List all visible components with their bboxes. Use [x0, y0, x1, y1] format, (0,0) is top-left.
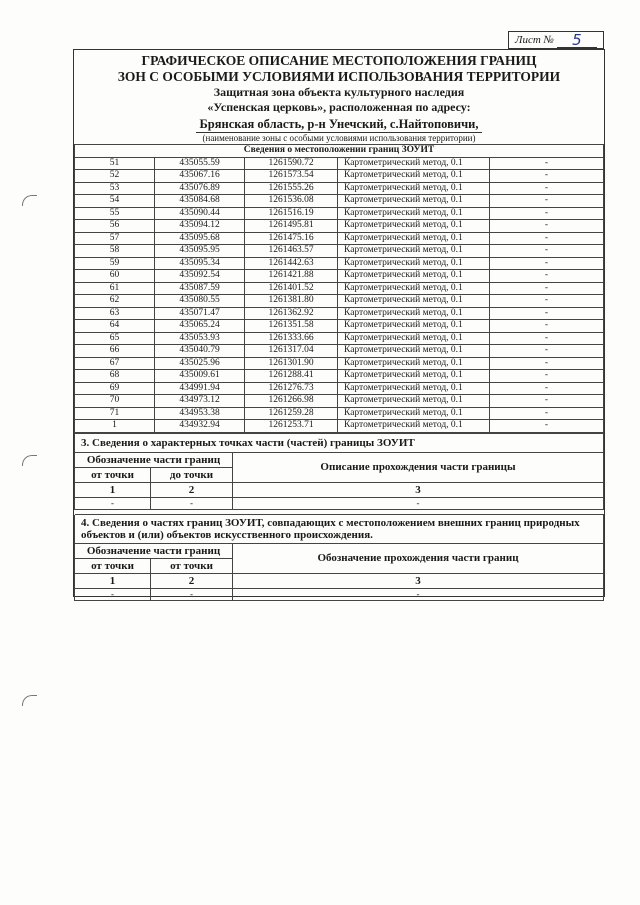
description: - — [490, 320, 604, 333]
method: Картометрический метод, 0.1 — [338, 332, 490, 345]
method: Картометрический метод, 0.1 — [338, 257, 490, 270]
description: - — [490, 307, 604, 320]
point-number: 63 — [75, 307, 155, 320]
coordinates-table-body — [75, 157, 604, 432]
zone-name-note: (наименование зоны с особыми условиями использования территории) — [202, 133, 476, 143]
table-row — [75, 320, 604, 333]
document-header — [74, 50, 604, 144]
document-frame — [73, 49, 605, 597]
table-row — [75, 245, 604, 258]
description: - — [490, 282, 604, 295]
description: - — [490, 245, 604, 258]
coord-x: 435087.59 — [155, 282, 245, 295]
coord-x: 434932.94 — [155, 420, 245, 433]
section4-title: 4. Сведения о частях границ ЗОУИТ, совпадающих с местоположением внешних границ природных объектов и (или) объектов искусственного происхождения. — [75, 515, 604, 544]
coord-x: 435076.89 — [155, 182, 245, 195]
method: Картометрический метод, 0.1 — [338, 182, 490, 195]
point-number: 1 — [75, 420, 155, 433]
coord-x: 435067.16 — [155, 170, 245, 183]
section4-num-2: 2 — [151, 573, 233, 588]
table-row — [75, 395, 604, 408]
address: Брянская область, р-н Унечский, с.Найтоповичи, — [196, 117, 483, 133]
section4-to-header: от точки — [151, 558, 233, 573]
description: - — [490, 295, 604, 308]
point-number: 65 — [75, 332, 155, 345]
description: - — [490, 345, 604, 358]
point-number: 58 — [75, 245, 155, 258]
table-row — [75, 257, 604, 270]
description: - — [490, 207, 604, 220]
table-row — [75, 207, 604, 220]
point-number: 53 — [75, 182, 155, 195]
section3-cell-desc: - — [233, 497, 604, 509]
point-number: 57 — [75, 232, 155, 245]
coord-y: 1261590.72 — [245, 157, 338, 170]
section3-table — [74, 433, 604, 515]
method: Картометрический метод, 0.1 — [338, 295, 490, 308]
table-row — [75, 420, 604, 433]
table-row — [75, 370, 604, 383]
description: - — [490, 220, 604, 233]
table-row — [75, 182, 604, 195]
coord-y: 1261475.16 — [245, 232, 338, 245]
section3-desc-header: Описание прохождения части границы — [233, 452, 604, 482]
punch-hole-mark — [22, 455, 37, 466]
description: - — [490, 407, 604, 420]
punch-hole-mark — [22, 695, 37, 706]
method: Картометрический метод, 0.1 — [338, 232, 490, 245]
description: - — [490, 182, 604, 195]
section4-cell-desc: - — [233, 588, 604, 600]
section4-desc-header: Обозначение прохождения части границ — [233, 543, 604, 573]
coord-x: 435084.68 — [155, 195, 245, 208]
method: Картометрический метод, 0.1 — [338, 282, 490, 295]
section4-cell-from: - — [75, 588, 151, 600]
coord-y: 1261362.92 — [245, 307, 338, 320]
description: - — [490, 420, 604, 433]
coord-y: 1261463.57 — [245, 245, 338, 258]
section3-to-header: до точки — [151, 467, 233, 482]
table-row — [75, 232, 604, 245]
coord-x: 435053.93 — [155, 332, 245, 345]
punch-hole-mark — [22, 195, 37, 206]
section4-num-3: 3 — [233, 573, 604, 588]
description: - — [490, 357, 604, 370]
coord-x: 435094.12 — [155, 220, 245, 233]
coord-y: 1261495.81 — [245, 220, 338, 233]
coord-y: 1261573.54 — [245, 170, 338, 183]
point-number: 64 — [75, 320, 155, 333]
point-number: 61 — [75, 282, 155, 295]
section3-cell-from: - — [75, 497, 151, 509]
coordinates-section-title: Сведения о местоположении границ ЗОУИТ — [75, 145, 604, 158]
coord-y: 1261259.28 — [245, 407, 338, 420]
method: Картометрический метод, 0.1 — [338, 345, 490, 358]
section4-group-header: Обозначение части границ — [75, 543, 233, 558]
section3-title: 3. Сведения о характерных точках части (частей) границы ЗОУИТ — [75, 433, 604, 452]
sheet-number: 5 — [557, 33, 597, 48]
section3-num-2: 2 — [151, 482, 233, 497]
object-name: «Успенская церковь», расположенная по адресу: — [207, 100, 471, 114]
title-line-1: ГРАФИЧЕСКОЕ ОПИСАНИЕ МЕСТОПОЛОЖЕНИЯ ГРАНИЦ — [141, 53, 537, 68]
point-number: 56 — [75, 220, 155, 233]
point-number: 66 — [75, 345, 155, 358]
method: Картометрический метод, 0.1 — [338, 395, 490, 408]
point-number: 52 — [75, 170, 155, 183]
table-row — [75, 295, 604, 308]
point-number: 55 — [75, 207, 155, 220]
description: - — [490, 170, 604, 183]
coord-y: 1261253.71 — [245, 420, 338, 433]
coord-x: 434953.38 — [155, 407, 245, 420]
description: - — [490, 332, 604, 345]
method: Картометрический метод, 0.1 — [338, 407, 490, 420]
point-number: 68 — [75, 370, 155, 383]
coord-x: 435095.34 — [155, 257, 245, 270]
method: Картометрический метод, 0.1 — [338, 307, 490, 320]
coord-y: 1261288.41 — [245, 370, 338, 383]
coord-y: 1261536.08 — [245, 195, 338, 208]
description: - — [490, 232, 604, 245]
coord-y: 1261266.98 — [245, 395, 338, 408]
point-number: 54 — [75, 195, 155, 208]
coord-y: 1261301.90 — [245, 357, 338, 370]
spacer — [75, 509, 604, 514]
table-row — [75, 357, 604, 370]
sheet-label: Лист № — [515, 34, 554, 46]
coord-y: 1261421.88 — [245, 270, 338, 283]
coord-y: 1261555.26 — [245, 182, 338, 195]
coord-x: 435080.55 — [155, 295, 245, 308]
coord-y: 1261442.63 — [245, 257, 338, 270]
point-number: 51 — [75, 157, 155, 170]
coord-x: 435040.79 — [155, 345, 245, 358]
table-row — [75, 345, 604, 358]
section3-num-3: 3 — [233, 482, 604, 497]
coord-y: 1261333.66 — [245, 332, 338, 345]
table-row — [75, 170, 604, 183]
point-number: 62 — [75, 295, 155, 308]
table-row — [75, 157, 604, 170]
sheet-number-box — [508, 31, 604, 49]
table-row — [75, 220, 604, 233]
table-row — [75, 195, 604, 208]
zone-type: Защитная зона объекта культурного наследия — [213, 85, 465, 99]
method: Картометрический метод, 0.1 — [338, 270, 490, 283]
coord-y: 1261401.52 — [245, 282, 338, 295]
section3-cell-to: - — [151, 497, 233, 509]
coord-x: 434991.94 — [155, 382, 245, 395]
description: - — [490, 370, 604, 383]
point-number: 69 — [75, 382, 155, 395]
method: Картометрический метод, 0.1 — [338, 420, 490, 433]
coord-x: 435065.24 — [155, 320, 245, 333]
method: Картометрический метод, 0.1 — [338, 357, 490, 370]
table-row — [75, 307, 604, 320]
section4-num-1: 1 — [75, 573, 151, 588]
coord-x: 435025.96 — [155, 357, 245, 370]
coord-x: 435095.95 — [155, 245, 245, 258]
table-row — [75, 332, 604, 345]
table-row — [75, 407, 604, 420]
coord-y: 1261351.58 — [245, 320, 338, 333]
description: - — [490, 382, 604, 395]
point-number: 59 — [75, 257, 155, 270]
coord-y: 1261276.73 — [245, 382, 338, 395]
title-line-2: ЗОН С ОСОБЫМИ УСЛОВИЯМИ ИСПОЛЬЗОВАНИЯ ТЕРРИТОРИИ — [117, 69, 561, 84]
section3-num-1: 1 — [75, 482, 151, 497]
method: Картометрический метод, 0.1 — [338, 320, 490, 333]
section4-table — [74, 515, 604, 601]
coord-y: 1261381.80 — [245, 295, 338, 308]
method: Картометрический метод, 0.1 — [338, 157, 490, 170]
method: Картометрический метод, 0.1 — [338, 220, 490, 233]
coord-x: 435071.47 — [155, 307, 245, 320]
description: - — [490, 270, 604, 283]
coord-x: 435090.44 — [155, 207, 245, 220]
table-row — [75, 270, 604, 283]
point-number: 70 — [75, 395, 155, 408]
coord-y: 1261317.04 — [245, 345, 338, 358]
method: Картометрический метод, 0.1 — [338, 207, 490, 220]
point-number: 60 — [75, 270, 155, 283]
description: - — [490, 257, 604, 270]
section4-from-header: от точки — [75, 558, 151, 573]
coordinates-table — [74, 144, 604, 433]
table-row — [75, 282, 604, 295]
coord-x: 435095.68 — [155, 232, 245, 245]
description: - — [490, 395, 604, 408]
coord-x: 434973.12 — [155, 395, 245, 408]
method: Картометрический метод, 0.1 — [338, 382, 490, 395]
description: - — [490, 157, 604, 170]
section4-cell-to: - — [151, 588, 233, 600]
description: - — [490, 195, 604, 208]
method: Картометрический метод, 0.1 — [338, 370, 490, 383]
method: Картометрический метод, 0.1 — [338, 195, 490, 208]
coord-x: 435092.54 — [155, 270, 245, 283]
coord-y: 1261516.19 — [245, 207, 338, 220]
section3-group-header: Обозначение части границ — [75, 452, 233, 467]
table-row — [75, 382, 604, 395]
section3-from-header: от точки — [75, 467, 151, 482]
point-number: 67 — [75, 357, 155, 370]
method: Картометрический метод, 0.1 — [338, 245, 490, 258]
method: Картометрический метод, 0.1 — [338, 170, 490, 183]
point-number: 71 — [75, 407, 155, 420]
coord-x: 435009.61 — [155, 370, 245, 383]
coord-x: 435055.59 — [155, 157, 245, 170]
